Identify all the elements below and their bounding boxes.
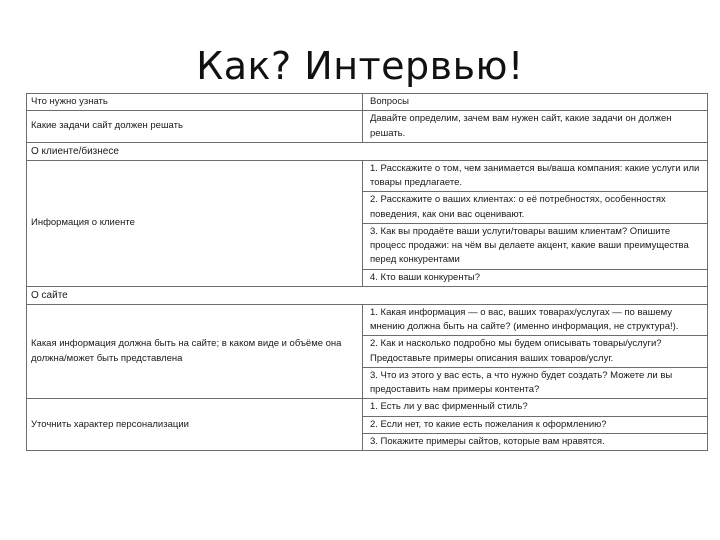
table-row — [27, 399, 708, 416]
table-row — [27, 111, 708, 143]
question-cell: 2. Расскажите о ваших клиентах: о её потребностях, особенностях поведения, как они вас оценивают. — [363, 192, 708, 224]
header-what-to-learn: Что нужно узнать — [27, 94, 363, 111]
interview-table — [26, 93, 708, 451]
question-cell: 3. Покажите примеры сайтов, которые вам нравятся. — [363, 433, 708, 450]
page-title: Как? Интервью! — [196, 44, 524, 88]
topic-cell: Какие задачи сайт должен решать — [27, 111, 363, 143]
table-row — [27, 304, 708, 336]
question-cell: 2. Как и насколько подробно мы будем описывать товары/услуги? Предоставьте примеры описания ваших товаров/услуг. — [363, 336, 708, 368]
question-cell: Давайте определим, зачем вам нужен сайт, какие задачи он должен решать. — [363, 111, 708, 143]
question-cell: 1. Расскажите о том, чем занимается вы/ваша компания: какие услуги или товары предлагаете. — [363, 160, 708, 192]
table-header-row — [27, 94, 708, 111]
topic-cell: Уточнить характер персонализации — [27, 399, 363, 451]
section-row-site — [27, 286, 708, 304]
header-questions: Вопросы — [363, 94, 708, 111]
question-cell: 1. Какая информация — о вас, ваших товарах/услугах — по вашему мнению должна быть на сайте? (именно информация, не структура!). — [363, 304, 708, 336]
topic-cell: Информация о клиенте — [27, 160, 363, 286]
question-cell: 3. Как вы продаёте ваши услуги/товары вашим клиентам? Опишите процесс продажи: на чём вы делаете акцент, какие ваши преимущества перед конкурентами — [363, 223, 708, 269]
table-row — [27, 160, 708, 192]
section-title-site: О сайте — [27, 286, 708, 304]
section-title-client: О клиенте/бизнесе — [27, 142, 708, 160]
question-cell: 1. Есть ли у вас фирменный стиль? — [363, 399, 708, 416]
question-cell: 3. Что из этого у вас есть, а что нужно будет создать? Можете ли вы предоставить нам примеры контента? — [363, 367, 708, 399]
question-cell: 4. Кто ваши конкуренты? — [363, 269, 708, 286]
question-cell: 2. Если нет, то какие есть пожелания к оформлению? — [363, 416, 708, 433]
section-row-client — [27, 142, 708, 160]
topic-cell: Какая информация должна быть на сайте; в каком виде и объёме она должна/может быть представлена — [27, 304, 363, 399]
